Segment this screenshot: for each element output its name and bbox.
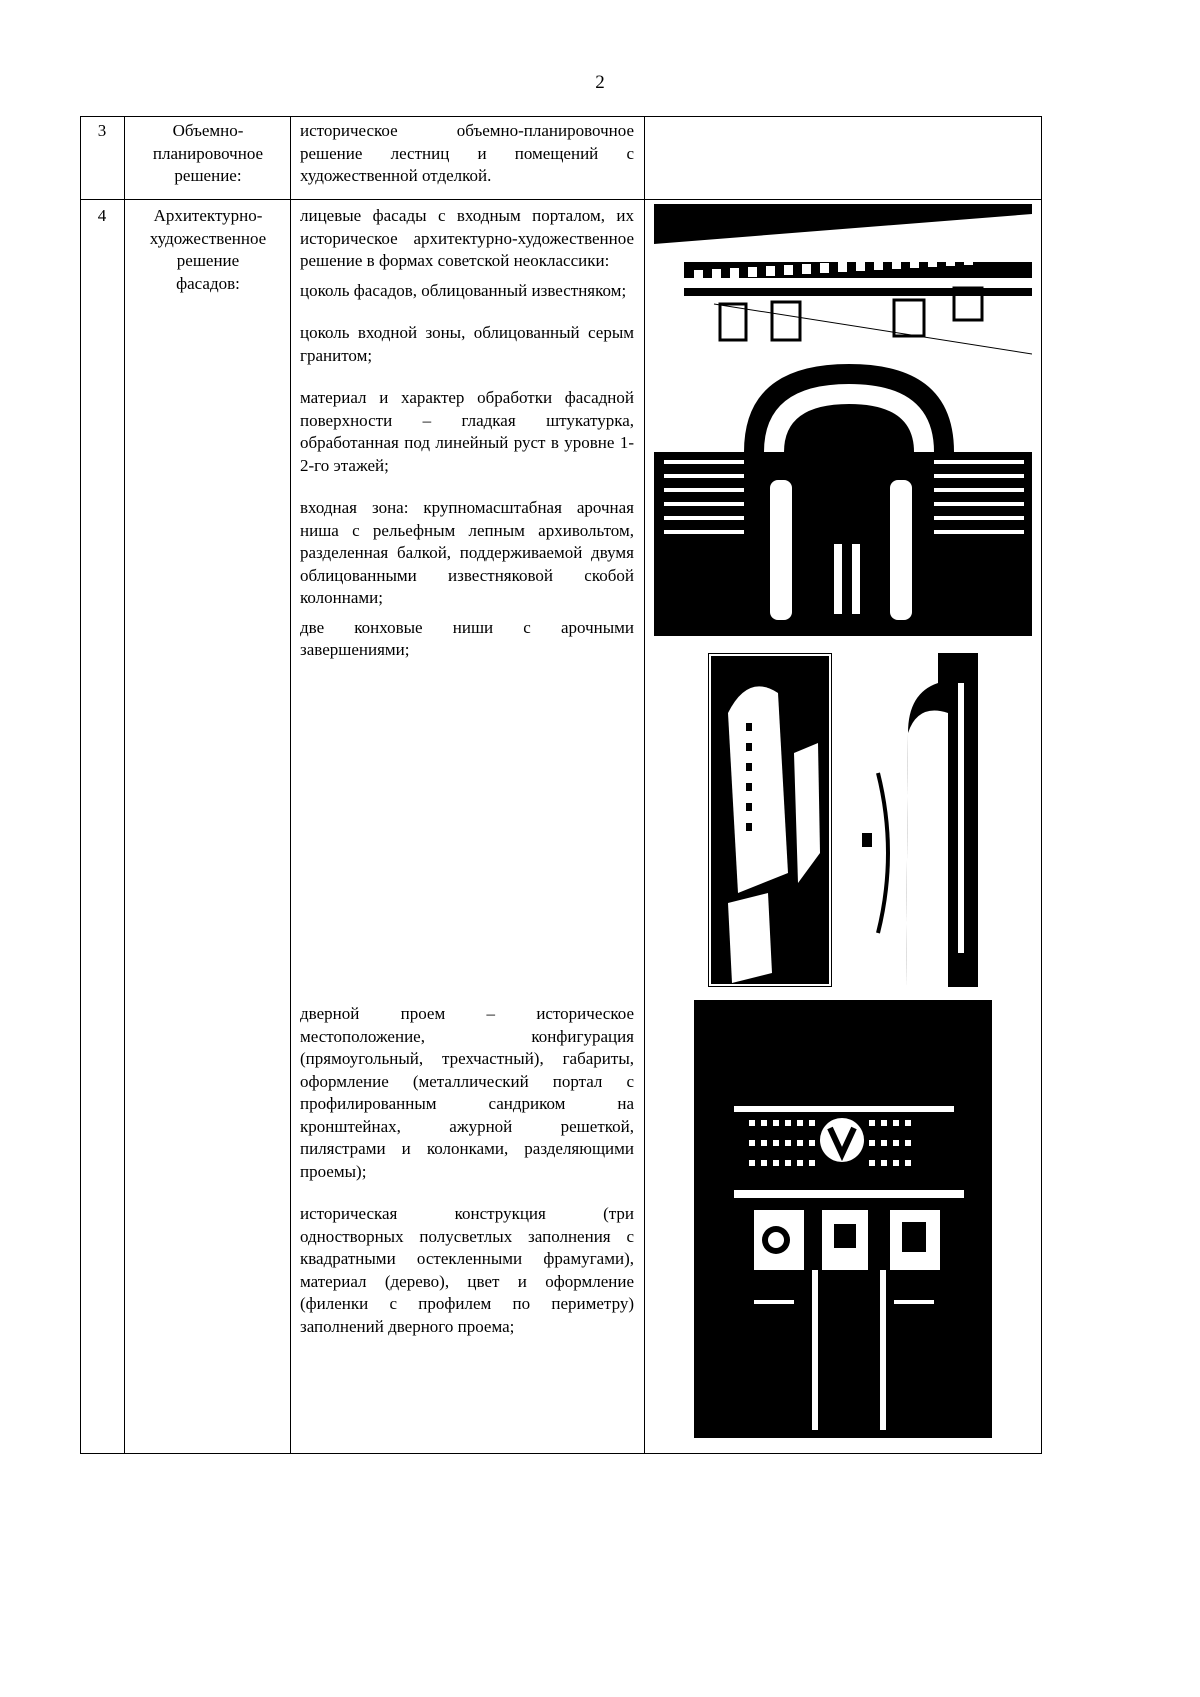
facade-paragraph: материал и характер обработки фасадной поверхности – гладкая штукатурка, обработанная под линейный руст в уровне 1-2-го этажей; bbox=[300, 388, 634, 475]
row-number: 3 bbox=[97, 121, 107, 140]
page-number: 2 bbox=[595, 72, 605, 93]
facade-paragraph: входная зона: крупномасштабная арочная ниша с рельефным лепным архивольтом, разделенная балкой, поддерживаемой двумя облицованными известняковой скобой колоннами; bbox=[300, 498, 634, 607]
facade-paragraph: две конховые ниши с арочными завершениями; bbox=[300, 617, 634, 659]
left-niche-photo bbox=[708, 653, 832, 987]
door-paragraph: дверной проем – историческое местоположение, конфигурация (прямоугольный, трехчастный), габариты, оформление (металлический портал с профилированным сандриком на кронштейнах, ажурной решеткой, пилястрами и колонками, разделяющими проемы); bbox=[300, 1004, 634, 1181]
col-divider bbox=[644, 116, 645, 1454]
row-number: 4 bbox=[97, 206, 107, 225]
col-divider bbox=[124, 116, 125, 1454]
row-description bbox=[300, 205, 634, 662]
row-description-door bbox=[300, 1003, 634, 1338]
right-niche-photo bbox=[848, 653, 978, 987]
facade-paragraph: лицевые фасады с входным порталом, их историческое архитектурно-художественное решение в формах советской неоклассики: bbox=[300, 206, 634, 270]
row-name: Объемно- планировочное решение: bbox=[152, 121, 264, 185]
door-paragraph: историческая конструкция (три одностворных полусветлых заполнения с квадратными остекленными фрамугами), материал (дерево), цвет и оформление (филенки с профилем по периметру) заполнений дверного проема; bbox=[300, 1204, 634, 1336]
facade-paragraph: цоколь входной зоны, облицованный серым гранитом; bbox=[300, 323, 634, 365]
row-description: историческое объемно-планировочное решение лестниц и помещений с художественной отделкой. bbox=[300, 121, 634, 185]
facade-paragraph: цоколь фасадов, облицованный известняком; bbox=[300, 280, 627, 300]
row-name: Архитектурно- художественное решение фасадов: bbox=[149, 206, 267, 293]
col-divider bbox=[290, 116, 291, 1454]
row-divider bbox=[80, 199, 1042, 200]
facade-photo bbox=[654, 204, 1032, 636]
door-portal-photo bbox=[694, 1000, 992, 1438]
